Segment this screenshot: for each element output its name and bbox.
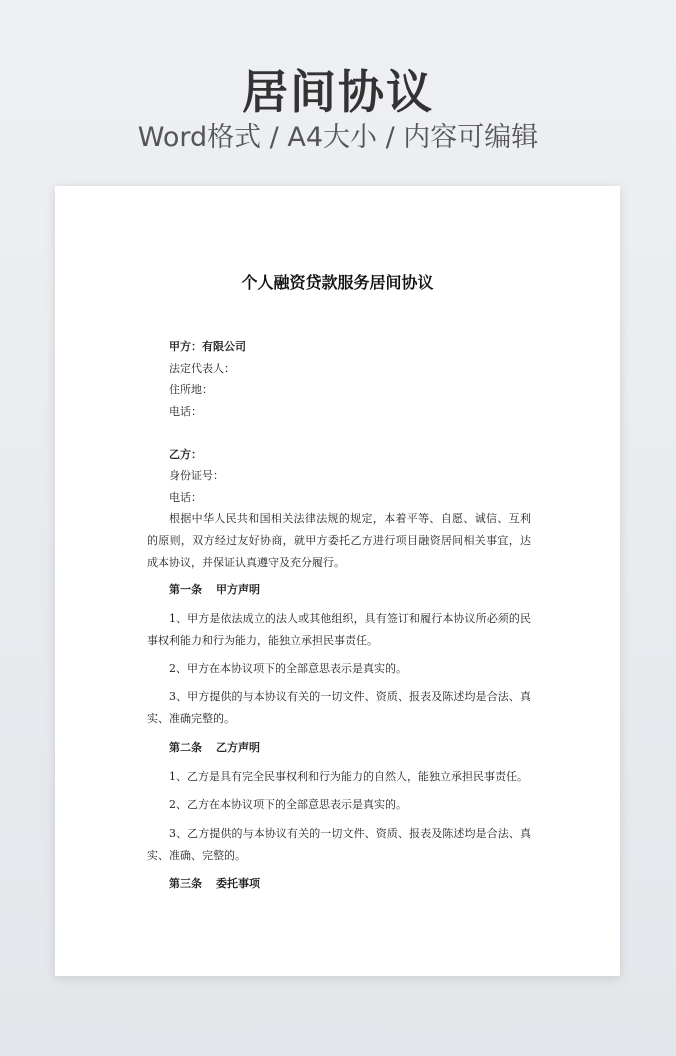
article-2-title: 乙方声明: [216, 741, 260, 754]
party-a-representative: 法定代表人：: [169, 362, 235, 375]
party-a-address: 住所地：: [169, 383, 213, 396]
article-1-item-3: 3、甲方提供的与本协议有关的一切文件、资质、报表及陈述均是合法、真实、准确完整的。: [147, 690, 531, 725]
party-b-name: 乙方：: [169, 448, 202, 461]
article-2-heading: [169, 740, 260, 756]
article-1-number: 第一条: [169, 583, 202, 596]
article-1-item-1: 1、甲方是依法成立的法人或其他组织，具有签订和履行本协议所必须的民事权利能力和行为能力，能独立承担民事责任。: [147, 612, 531, 647]
article-1-title: 甲方声明: [216, 583, 260, 596]
article-2-item-1: 1、乙方是具有完全民事权利和行为能力的自然人，能独立承担民事责任。: [169, 770, 528, 783]
article-2-item-2: 2、乙方在本协议项下的全部意思表示是真实的。: [169, 798, 407, 811]
article-1-item-2: 2、甲方在本协议项下的全部意思表示是真实的。: [169, 662, 407, 675]
intro-paragraph: 根据中华人民共和国相关法律法规的规定，本着平等、自愿、诚信、互利的原则，双方经过友好协商，就甲方委托乙方进行项目融资居间相关事宜，达成本协议，并保证认真遵守及充分履行。: [147, 512, 531, 569]
article-2-item-3: 3、乙方提供的与本协议有关的一切文件、资质、报表及陈述均是合法、真实、准确、完整的。: [147, 827, 531, 862]
article-3-heading: [169, 876, 260, 892]
document-title: 个人融资贷款服务居间协议: [241, 273, 434, 292]
article-3-title: 委托事项: [216, 877, 260, 890]
article-3-number: 第三条: [169, 877, 202, 890]
article-1-heading: [169, 582, 260, 598]
document-page: [55, 186, 620, 976]
party-b-phone: 电话：: [169, 491, 202, 504]
party-b-id: 身份证号：: [169, 469, 224, 482]
banner-subtitle: Word格式 / A4大小 / 内容可编辑: [137, 122, 539, 153]
party-a-name: 甲方：有限公司: [169, 340, 246, 353]
banner-title: 居间协议: [242, 65, 434, 119]
party-a-phone: 电话：: [169, 405, 202, 418]
article-2-number: 第二条: [169, 741, 202, 754]
